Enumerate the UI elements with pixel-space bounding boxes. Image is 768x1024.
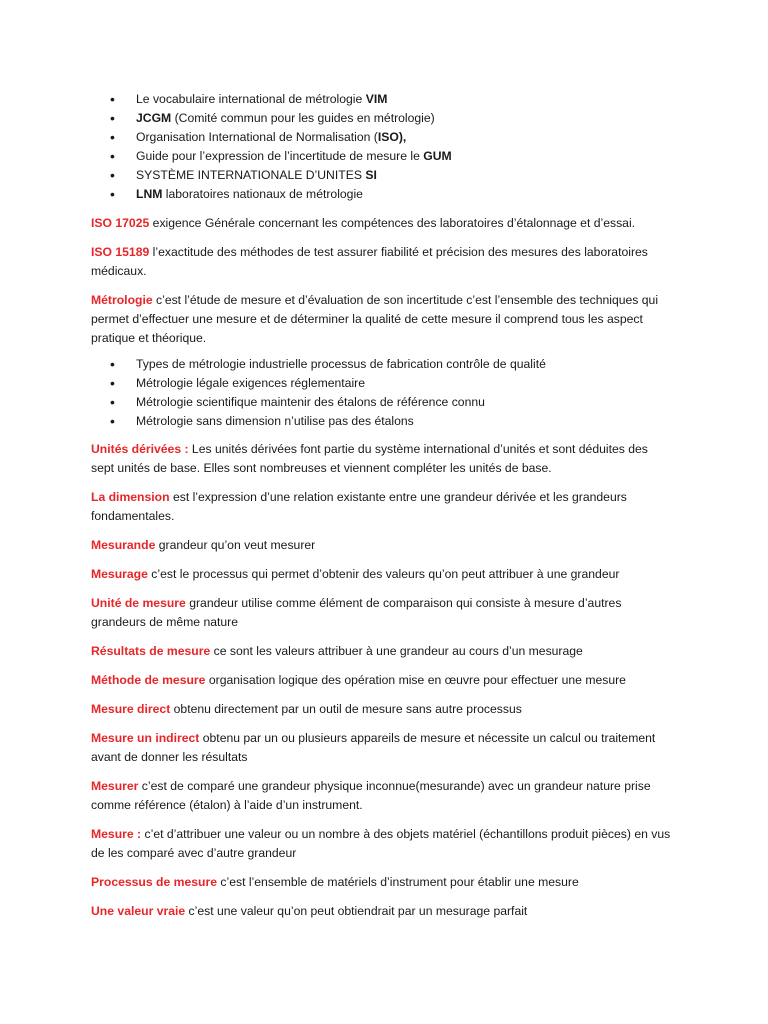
organizations-list	[91, 90, 672, 204]
definition-text: est l’expression d’une relation existante entre une grandeur dérivée et les grandeurs fondamentales.	[91, 490, 627, 523]
definition-text: organisation logique des opération mise en œuvre pour effectuer une mesure	[205, 673, 626, 687]
definition-term: Résultats de mesure	[91, 644, 211, 658]
definition-term: ISO 17025	[91, 216, 150, 230]
definition-text: grandeur utilise comme élément de comparaison qui consiste à mesure d’autres grandeurs de même nature	[91, 596, 622, 629]
definition-term: Mesure :	[91, 827, 142, 841]
list-item: • SYSTÈME INTERNATIONALE D’UNITES SI	[110, 167, 377, 183]
definition-text: c’est l’étude de mesure et d’évaluation de son incertitude c’est l’ensemble des techniques qui permet d’effectuer une mesure et de déterminer la qualité de cette mesure il comprend tous les aspect pratique et théorique.	[91, 293, 659, 345]
bullet-icon: •	[110, 148, 115, 164]
definition-term: Unité de mesure	[91, 596, 186, 610]
list-item: • Métrologie scientifique maintenir des étalons de référence connu	[110, 394, 485, 410]
bullet-icon: •	[110, 375, 115, 391]
list-item: • Guide pour l’expression de l’incertitude de mesure le GUM	[110, 148, 452, 164]
definition-text: obtenu par un ou plusieurs appareils de mesure et nécessite un calcul ou traitement avant de donner les résultats	[91, 731, 656, 764]
list-item: • Métrologie légale exigences réglementaire	[110, 375, 365, 391]
definition-term: Métrologie	[91, 293, 153, 307]
definition-text: c’est de comparé une grandeur physique inconnue(mesurande) avec un grandeur nature prise comme référence (étalon) à l’aide d’un instrument.	[91, 779, 651, 812]
list-item: • Métrologie sans dimension n’utilise pas des étalons	[110, 413, 414, 429]
definition-text: c’est une valeur qu’on peut obtiendrait par un mesurage parfait	[185, 904, 528, 918]
definition-dimension	[91, 488, 672, 526]
definition-iso-17025	[91, 214, 672, 233]
definition-mesurer	[91, 777, 672, 815]
definition-term: Méthode de mesure	[91, 673, 206, 687]
definition-unites-derivees	[91, 440, 672, 478]
definition-resultats-de-mesure	[91, 642, 672, 661]
definition-term: Mesurande	[91, 538, 156, 552]
definition-text: obtenu directement par un outil de mesure sans autre processus	[170, 702, 522, 716]
definition-mesure	[91, 825, 672, 863]
definition-text: Les unités dérivées font partie du système international d’unités et sont déduites des sept unités de base. Elles sont nombreuses et viennent compléter les unités de base.	[91, 442, 648, 475]
definition-term: Mesurage	[91, 567, 148, 581]
bullet-icon: •	[110, 129, 115, 145]
list-item: • Types de métrologie industrielle processus de fabrication contrôle de qualité	[110, 356, 546, 372]
definition-processus-de-mesure	[91, 873, 672, 892]
definition-term: Unités dérivées :	[91, 442, 189, 456]
definition-valeur-vraie	[91, 902, 672, 921]
definition-iso-15189	[91, 243, 672, 281]
definition-term: Mesure un indirect	[91, 731, 200, 745]
definition-mesure-indirect	[91, 729, 672, 767]
definition-term: Une valeur vraie	[91, 904, 186, 918]
definition-unite-de-mesure	[91, 594, 672, 632]
bullet-icon: •	[110, 186, 115, 202]
bullet-icon: •	[110, 413, 115, 429]
definition-text: c’et d’attribuer une valeur ou un nombre à des objets matériel (échantillons produit pièces) en vus de les comparé avec d’autre grandeur	[91, 827, 671, 860]
metrology-types-list	[91, 355, 672, 431]
list-item: • Le vocabulaire international de métrologie VIM	[110, 91, 388, 107]
bullet-icon: •	[110, 110, 115, 126]
definition-term: La dimension	[91, 490, 170, 504]
definition-term: Mesure direct	[91, 702, 171, 716]
bullet-icon: •	[110, 167, 115, 183]
definition-mesure-direct	[91, 700, 672, 719]
definition-text: ce sont les valeurs attribuer à une grandeur au cours d’un mesurage	[210, 644, 583, 658]
definition-term: Processus de mesure	[91, 875, 218, 889]
list-item: • Organisation International de Normalisation (ISO),	[110, 129, 407, 145]
definition-text: c’est l’ensemble de matériels d’instrument pour établir une mesure	[217, 875, 579, 889]
definition-term: ISO 15189	[91, 245, 150, 259]
definition-methode-de-mesure	[91, 671, 672, 690]
definition-mesurage	[91, 565, 672, 584]
definition-text: l’exactitude des méthodes de test assurer fiabilité et précision des mesures des laboratoires médicaux.	[91, 245, 648, 278]
list-item: • LNM laboratoires nationaux de métrologie	[110, 186, 363, 202]
bullet-icon: •	[110, 356, 115, 372]
definition-metrologie	[91, 291, 672, 348]
definition-text: exigence Générale concernant les compétences des laboratoires d’étalonnage et d’essai.	[149, 216, 636, 230]
bullet-icon: •	[110, 91, 115, 107]
definition-term: Mesurer	[91, 779, 139, 793]
definition-text: grandeur qu’on veut mesurer	[155, 538, 316, 552]
definition-text: c’est le processus qui permet d’obtenir des valeurs qu’on peut attribuer à une grandeur	[147, 567, 620, 581]
definition-mesurande	[91, 536, 672, 555]
list-item: • JCGM (Comité commun pour les guides en métrologie)	[110, 110, 435, 126]
bullet-icon: •	[110, 394, 115, 410]
